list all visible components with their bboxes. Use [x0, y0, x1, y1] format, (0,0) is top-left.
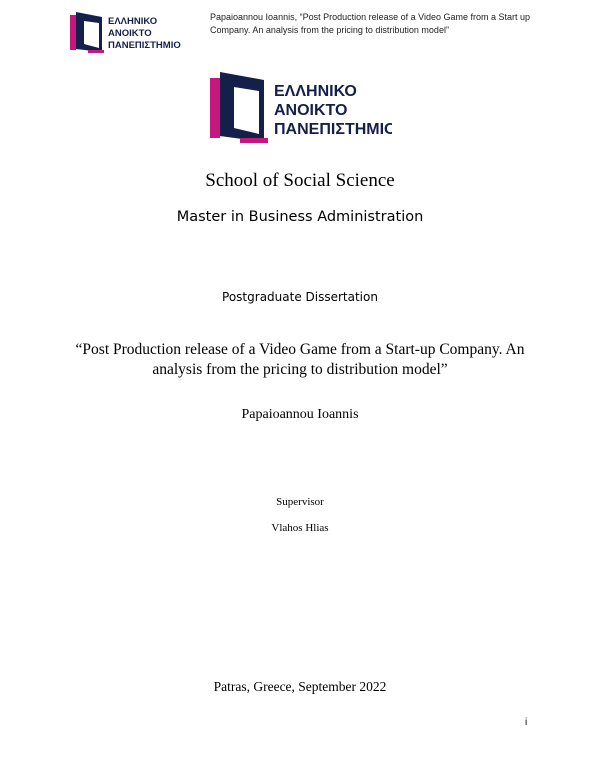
author-name: Papaioannou Ioannis — [241, 407, 359, 422]
logo-large-line1: ΕΛΛΗΝΙΚΟ — [274, 83, 357, 100]
logo-line2: ΑΝΟΙΚΤΟ — [108, 28, 152, 39]
place-and-date: Patras, Greece, September 2022 — [213, 679, 387, 694]
supervisor-name: Vlahos Hlias — [271, 522, 329, 534]
university-logo-icon — [70, 12, 182, 54]
program-name: Master in Business Administration — [176, 209, 424, 225]
logo-large-line2: ΑΝΟΙΚΤΟ — [274, 102, 348, 119]
logo-line3: ΠΑΝΕΠΙΣΤΗΜΙΟ — [108, 40, 181, 51]
page-number: i — [525, 717, 528, 728]
document-type: Postgraduate Dissertation — [222, 290, 378, 304]
school-name: School of Social Science — [205, 170, 395, 191]
header-logo — [70, 12, 182, 59]
dissertation-title: “Post Production release of a Video Game from a Start-up Company. An analysis from the pricing to distribution model” — [75, 341, 525, 378]
cover-logo — [210, 72, 392, 149]
logo-large-line3: ΠΑΝΕΠΙΣΤΗΜΙΟ — [274, 121, 392, 138]
logo-line1: ΕΛΛΗΝΙΚΟ — [108, 16, 158, 27]
supervisor-label: Supervisor — [276, 496, 324, 508]
university-logo-large-icon — [210, 72, 392, 144]
running-header: Papaioannou Ioannis, “Post Production release of a Video Game from a Start up Company. An analysis from the pricing to distribution model” — [210, 12, 531, 35]
